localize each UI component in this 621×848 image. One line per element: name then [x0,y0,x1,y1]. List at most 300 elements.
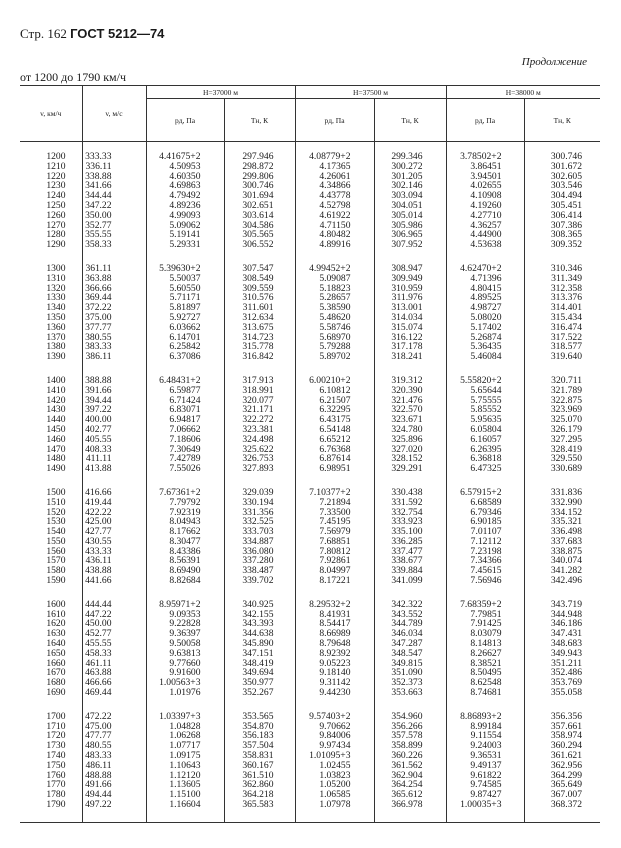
table-cell: 1270 [46,219,66,231]
table-cell: 372.22 [82,303,146,313]
table-cell: 1.12120 [146,771,224,781]
table-cell: 361.510 [224,771,295,781]
table-cell: 1330 [46,292,66,304]
table-cell: 300.746 [224,181,295,191]
table-cell: 303.094 [374,191,446,201]
table-cell: 314.401 [524,303,600,313]
table-cell: 9.49137 [446,761,524,771]
table-cell: 8.99184 [446,722,524,732]
table-cell: 322.875 [524,396,600,406]
table-cell: 1360 [46,321,66,333]
table-cell: 5.29331 [146,240,224,254]
table-cell: 5.71171 [146,293,224,303]
table-cell: 1520 [46,506,66,518]
table-cell: 361.11 [82,254,146,274]
table-cell: 311.349 [524,274,600,284]
table-cell: 355.058 [524,688,600,702]
table-cell: 1740 [46,750,66,762]
table-cell: 5.09087 [295,274,374,284]
table-cell: 8.92392 [295,649,374,659]
table-cell: 6.14701 [146,333,224,343]
table-cell: 309.559 [224,284,295,294]
table-cell: 408.33 [82,445,146,455]
table-cell: 368.372 [524,800,600,822]
table-cell: 326.753 [224,454,295,464]
table-cell: 375.00 [82,313,146,323]
table-cell: 5.39630+2 [146,254,224,274]
table-cell: 305.451 [524,201,600,211]
table-cell: 1550 [46,535,66,547]
table-cell: 1710 [46,720,66,732]
table-row [20,590,600,610]
table-cell: 9.24003 [446,741,524,751]
group-header-37000: H=37000 м [146,86,295,99]
table-cell: 332.525 [224,517,295,527]
table-cell: 336.498 [524,527,600,537]
table-cell: 8.62548 [446,678,524,688]
table-cell: 494.44 [82,790,146,800]
table-cell: 416.66 [82,478,146,498]
table-cell: 308.947 [374,254,446,274]
table-cell: 354.960 [374,702,446,722]
table-cell: 357.504 [224,741,295,751]
table-cell: 332.754 [374,508,446,518]
table-cell: 7.45615 [446,566,524,576]
table-cell: 8.30477 [146,537,224,547]
table-cell: 317.178 [374,342,446,352]
table-cell: 329.550 [524,454,600,464]
table-cell: 319.640 [524,352,600,366]
table-cell: 8.38521 [446,659,524,669]
table-cell: 5.95635 [446,415,524,425]
table-cell: 1750 [46,759,66,771]
table-cell: 314.723 [224,333,295,343]
table-row [20,688,600,702]
table-cell: 4.89236 [146,201,224,211]
table-cell: 1560 [46,545,66,557]
table-cell: 1650 [46,647,66,659]
table-cell: 329.291 [374,464,446,478]
table-cell: 458.33 [82,649,146,659]
table-cell: 5.81897 [146,303,224,313]
table-cell: 365.612 [374,790,446,800]
table-cell: 1730 [46,740,66,752]
table-cell: 5.08020 [446,313,524,323]
table-cell: 6.71424 [146,396,224,406]
table-cell: 357.578 [374,731,446,741]
table-cell: 1310 [46,272,66,284]
table-cell: 369.44 [82,293,146,303]
table-cell: 366.66 [82,284,146,294]
table-cell: 1.05200 [295,780,374,790]
table-cell: 6.48431+2 [146,366,224,386]
table-cell: 347.151 [224,649,295,659]
table-cell: 305.565 [224,230,295,240]
table-cell: 1380 [46,341,66,353]
table-cell: 356.356 [524,702,600,722]
table-cell: 1220 [46,170,66,182]
table-row [20,576,600,590]
table-cell: 405.55 [82,435,146,445]
table-cell: 7.68851 [295,537,374,547]
table-cell: 8.26627 [446,649,524,659]
table-cell: 300.272 [374,162,446,172]
table-cell: 346.186 [524,619,600,629]
table-cell: 336.11 [82,162,146,172]
table-cell: 7.33500 [295,508,374,518]
table-cell: 346.034 [374,629,446,639]
table-cell: 323.381 [224,425,295,435]
col-header-tn: Tн, К [374,99,446,142]
table-cell: 8.56391 [146,556,224,566]
table-cell: 321.789 [524,386,600,396]
table-cell: 9.44230 [295,688,374,702]
table-cell: 8.17221 [295,576,374,590]
table-cell: 318.241 [374,352,446,366]
table-cell: 422.22 [82,508,146,518]
table-cell: 337.477 [374,547,446,557]
table-cell: 8.82684 [146,576,224,590]
table-cell: 365.583 [224,800,295,822]
table-cell: 433.33 [82,547,146,557]
table-cell: 299.806 [224,172,295,182]
table-cell: 483.33 [82,751,146,761]
table-cell: 6.47325 [446,464,524,478]
table-cell: 316.474 [524,323,600,333]
table-cell: 1480 [46,453,66,465]
table-cell: 337.280 [224,556,295,566]
table-cell: 4.34866 [295,181,374,191]
table-cell: 6.36818 [446,454,524,464]
table-cell: 436.11 [82,556,146,566]
table-cell: 337.683 [524,537,600,547]
table-row [20,702,600,722]
table-cell: 5.60550 [146,284,224,294]
table-cell: 6.79346 [446,508,524,518]
table-cell: 336.080 [224,547,295,557]
table-cell: 340.925 [224,590,295,610]
table-cell: 7.92861 [295,556,374,566]
table-cell: 1.07717 [146,741,224,751]
table-cell: 4.02655 [446,181,524,191]
table-cell: 330.194 [224,498,295,508]
col-header-pd: pд, Па [295,99,374,142]
table-cell: 6.03662 [146,323,224,333]
table-cell: 419.44 [82,498,146,508]
table-cell: 1590 [46,575,66,587]
table-cell: 307.952 [374,240,446,254]
table-cell: 309.352 [524,240,600,254]
table-cell: 315.778 [224,342,295,352]
table-cell: 4.19260 [446,201,524,211]
table-cell: 4.17365 [295,162,374,172]
table-cell: 9.84006 [295,731,374,741]
table-cell: 4.71150 [295,221,374,231]
table-cell: 1700 [46,710,66,722]
range-caption: от 1200 до 1790 км/ч [20,70,126,84]
table-cell: 1.03823 [295,771,374,781]
page-header [20,26,164,42]
table-cell: 5.36435 [446,342,524,352]
table-cell: 1.02455 [295,761,374,771]
table-cell: 1600 [46,598,66,610]
table-cell: 1340 [46,302,66,314]
table-cell: 5.09062 [146,221,224,231]
table-cell: 9.31142 [295,678,374,688]
table-cell: 306.552 [224,240,295,254]
table-cell: 315.434 [524,313,600,323]
table-cell: 333.923 [374,517,446,527]
table-cell: 1200 [46,151,66,162]
table-cell: 4.71396 [446,274,524,284]
table-cell: 477.77 [82,731,146,741]
table-cell: 8.04997 [295,566,374,576]
table-cell: 430.55 [82,537,146,547]
table-cell: 350.977 [224,678,295,688]
table-cell: 9.70662 [295,722,374,732]
table-cell: 331.592 [374,498,446,508]
table-cell: 356.266 [374,722,446,732]
table-cell: 331.836 [524,478,600,498]
table-cell: 469.44 [82,688,146,702]
table-cell: 342.155 [224,610,295,620]
table-cell: 5.19141 [146,230,224,240]
table-cell: 388.88 [82,366,146,386]
table-cell: 300.746 [524,142,600,162]
table-cell: 348.547 [374,649,446,659]
table-cell: 8.03079 [446,629,524,639]
table-cell: 5.46084 [446,352,524,366]
table-row [20,464,600,478]
table-cell: 7.01107 [446,527,524,537]
table-cell: 5.75555 [446,396,524,406]
table-cell: 347.431 [524,629,600,639]
table-cell: 1.00035+3 [446,800,524,822]
table-cell: 472.22 [82,702,146,722]
table-cell: 1540 [46,526,66,538]
table-cell: 4.41675+2 [146,142,224,162]
table-cell: 1720 [46,730,66,742]
table-cell: 5.38590 [295,303,374,313]
table-cell: 309.949 [374,274,446,284]
table-cell: 1.06268 [146,731,224,741]
table-cell: 5.58746 [295,323,374,333]
table-cell: 6.98951 [295,464,374,478]
table-cell: 310.576 [224,293,295,303]
table-cell: 362.956 [524,761,600,771]
table-cell: 461.11 [82,659,146,669]
table-cell: 298.872 [224,162,295,172]
group-header-37500: H=37500 м [295,86,446,99]
table-cell: 307.547 [224,254,295,274]
table-cell: 1420 [46,394,66,406]
table-cell: 360.226 [374,751,446,761]
table-cell: 1260 [46,209,66,221]
table-cell: 4.27710 [446,211,524,221]
table-cell: 4.80482 [295,230,374,240]
table-cell: 347.287 [374,639,446,649]
table-cell: 1.01095+3 [295,751,374,761]
table-cell: 7.79851 [446,610,524,620]
table-cell: 5.65644 [446,386,524,396]
table-cell: 1760 [46,769,66,781]
table-cell: 325.622 [224,445,295,455]
table-cell: 452.77 [82,629,146,639]
table-cell: 7.68359+2 [446,590,524,610]
table-cell: 6.16057 [446,435,524,445]
table-cell: 6.21507 [295,396,374,406]
table-cell: 9.22828 [146,619,224,629]
table-cell: 4.61922 [295,211,374,221]
table-cell: 413.88 [82,464,146,478]
table-cell: 5.26874 [446,333,524,343]
table-cell: 7.30649 [146,445,224,455]
table-cell: 497.22 [82,800,146,822]
table-cell: 7.56979 [295,527,374,537]
table-cell: 3.78502+2 [446,142,524,162]
table-cell: 1790 [20,800,82,822]
table-cell: 325.070 [524,415,600,425]
table-cell: 397.22 [82,405,146,415]
group-header-38000: H=38000 м [446,86,600,99]
table-cell: 1250 [46,199,66,211]
table-cell: 4.36257 [446,221,524,231]
table-cell: 6.10812 [295,386,374,396]
table-cell: 318.991 [224,386,295,396]
table-cell: 425.00 [82,517,146,527]
table-cell: 444.44 [82,590,146,610]
table-cell: 1300 [46,262,66,274]
table-cell: 488.88 [82,771,146,781]
table-cell: 341.66 [82,181,146,191]
table-cell: 6.57915+2 [446,478,524,498]
table-cell: 364.254 [374,780,446,790]
table-cell: 351.090 [374,668,446,678]
table-cell: 338.487 [224,566,295,576]
table-cell: 330.689 [524,464,600,478]
table-cell: 411.11 [82,454,146,464]
table-cell: 9.63813 [146,649,224,659]
table-cell: 6.68589 [446,498,524,508]
table-cell: 321.476 [374,396,446,406]
table-cell: 324.498 [224,435,295,445]
table-cell: 1410 [46,384,66,396]
table-cell: 312.634 [224,313,295,323]
table-cell: 322.272 [224,415,295,425]
table-cell: 8.66989 [295,629,374,639]
table-cell: 380.55 [82,333,146,343]
table-cell: 349.815 [374,659,446,669]
table-cell: 6.25842 [146,342,224,352]
table-cell: 1450 [46,423,66,435]
table-cell: 308.365 [524,230,600,240]
table-cell: 352.267 [224,688,295,702]
table-cell: 314.034 [374,313,446,323]
table-cell: 394.44 [82,396,146,406]
table-cell: 316.842 [224,352,295,366]
table-cell: 1320 [46,282,66,294]
table-cell: 1510 [46,496,66,508]
table-cell: 313.001 [374,303,446,313]
table-cell: 299.346 [374,142,446,162]
table-cell: 391.66 [82,386,146,396]
table-cell: 9.50058 [146,639,224,649]
table-cell: 305.986 [374,221,446,231]
table-cell: 338.677 [374,556,446,566]
table-cell: 1400 [46,374,66,386]
table-cell: 342.322 [374,590,446,610]
table-cell: 344.638 [224,629,295,639]
table-cell: 4.99093 [146,211,224,221]
table-cell: 365.649 [524,780,600,790]
table-cell: 7.23198 [446,547,524,557]
table-cell: 8.79648 [295,639,374,649]
table-cell: 330.438 [374,478,446,498]
table-cell: 7.10377+2 [295,478,374,498]
table-cell: 8.86893+2 [446,702,524,722]
col-header-tn: Tн, К [224,99,295,142]
table-cell: 363.88 [82,274,146,284]
table-cell: 1230 [46,180,66,192]
table-cell: 333.703 [224,527,295,537]
table-cell: 360.294 [524,741,600,751]
table-cell: 347.22 [82,201,146,211]
table-cell: 355.55 [82,230,146,240]
table-cell: 475.00 [82,722,146,732]
table-cell: 353.565 [224,702,295,722]
table-cell: 1.04828 [146,722,224,732]
table-cell: 7.79792 [146,498,224,508]
table-cell: 377.77 [82,323,146,333]
table-cell: 402.77 [82,425,146,435]
table-cell: 319.312 [374,366,446,386]
table-cell: 367.007 [524,790,600,800]
standard-code: ГОСТ 5212—74 [70,26,165,41]
col-header-pd: pд, Па [146,99,224,142]
table-cell: 1490 [46,463,66,475]
table-cell: 9.87427 [446,790,524,800]
table-cell: 9.57403+2 [295,702,374,722]
table-cell: 4.62470+2 [446,254,524,274]
table-cell: 327.020 [374,445,446,455]
table-cell: 6.37086 [146,352,224,366]
table-cell: 9.09353 [146,610,224,620]
table-cell: 4.43778 [295,191,374,201]
table-cell: 336.285 [374,537,446,547]
table-cell: 4.69863 [146,181,224,191]
table-cell: 8.54417 [295,619,374,629]
table-cell: 302.605 [524,172,600,182]
table-cell: 352.77 [82,221,146,231]
table-cell: 354.870 [224,722,295,732]
table-cell: 1280 [46,229,66,241]
table-row [20,254,600,274]
table-cell: 306.414 [524,211,600,221]
table-cell: 297.946 [224,142,295,162]
table-cell: 320.711 [524,366,600,386]
table-cell: 348.419 [224,659,295,669]
table-cell: 4.60350 [146,172,224,182]
table-cell: 4.89916 [295,240,374,254]
table-row [20,142,600,162]
table-cell: 335.321 [524,517,600,527]
table-cell: 1690 [46,687,66,699]
table-cell: 1370 [46,331,66,343]
table-cell: 311.976 [374,293,446,303]
table-cell: 361.562 [374,761,446,771]
table-cell: 7.21894 [295,498,374,508]
table-cell: 358.33 [82,240,146,254]
